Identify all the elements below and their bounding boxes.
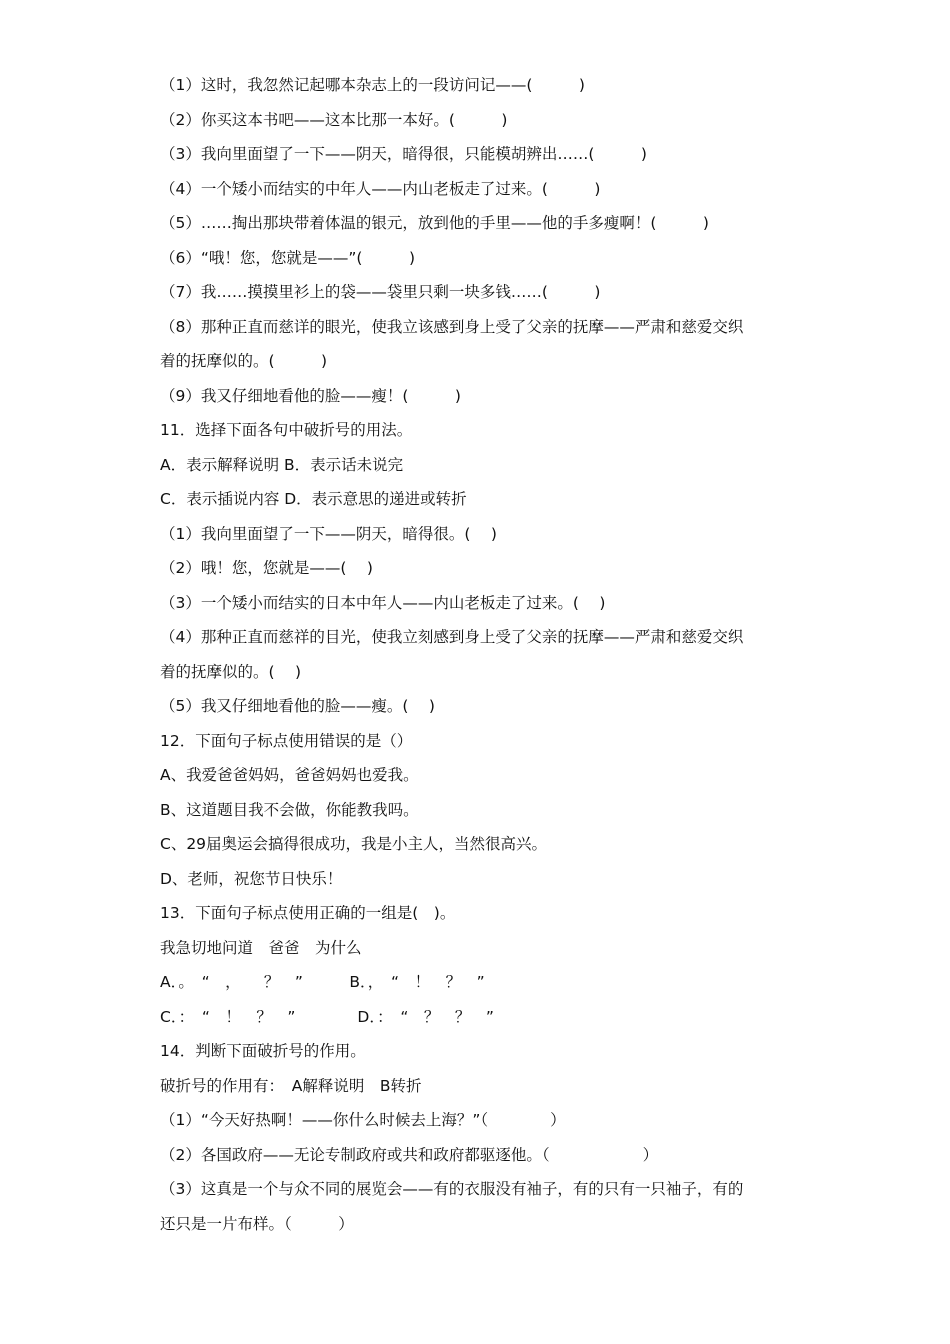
question-heading: 14．判断下面破折号的作用。: [160, 1042, 366, 1060]
text-line: （3）这真是一个与众不同的展览会——有的衣服没有袖子，有的只有一只袖子，有的: [160, 1180, 744, 1198]
text-line: （7）我……摸摸里衫上的袋——袋里只剩一块多钱……( ): [160, 283, 601, 301]
option-line: D、老师，祝您节日快乐！: [160, 869, 343, 888]
text-line: 我急切地问道 爸爸 为什么: [160, 938, 362, 957]
text-line: （4）一个矮小而结实的中年人——内山老板走了过来。( ): [160, 179, 601, 198]
text-line: 还只是一片布样。（ ）: [160, 1214, 354, 1233]
text-line: 着的抚摩似的。( ): [160, 662, 302, 681]
text-line: 着的抚摩似的。( ): [160, 352, 328, 370]
text-line: （8）那种正直而慈详的眼光，使我立该感到身上受了父亲的抚摩——严肃和慈爱交织: [160, 317, 744, 336]
worksheet-page: [160, 68, 800, 1241]
option-line: A．表示解释说明 B．表示话未说完: [160, 455, 404, 474]
text-line: （5）我又仔细地看他的脸——瘦。( ): [160, 697, 435, 715]
text-line: （1）这时，我忽然记起哪本杂志上的一段访问记——( ): [160, 76, 585, 94]
question-heading: 11．选择下面各句中破折号的用法。: [160, 421, 413, 439]
option-line: C．： “ ！ ？ ” D．： “ ？ ？ ”: [160, 1007, 494, 1026]
option-line: A、我爱爸爸妈妈，爸爸妈妈也爱我。: [160, 766, 419, 784]
text-line: （6）“哦！您，您就是——”( ): [160, 248, 416, 267]
question-heading: 13．下面句子标点使用正确的一组是( )。: [160, 904, 456, 922]
text-line: （9）我又仔细地看他的脸——瘦！( ): [160, 386, 461, 405]
text-line: （2）各国政府——无论专制政府或共和政府都驱逐他。（ ）: [160, 1145, 659, 1164]
text-line: （5）……掏出那块带着体温的银元，放到他的手里——他的手多瘦啊！( ): [160, 214, 709, 232]
option-line: B、这道题目我不会做，你能教我吗。: [160, 800, 419, 819]
option-line: A．。 “ ， ？ ” B．， “ ！ ？ ”: [160, 973, 485, 991]
text-line: （3）我向里面望了一下——阴天，暗得很，只能模胡辨出……( ): [160, 145, 647, 163]
text-line: （4）那种正直而慈祥的目光，使我立刻感到身上受了父亲的抚摩——严肃和慈爱交织: [160, 628, 744, 646]
text-line: （1）我向里面望了一下——阴天，暗得很。( ): [160, 524, 497, 543]
text-line: 破折号的作用有： A解释说明 B转折: [160, 1076, 422, 1095]
text-line: （3）一个矮小而结实的日本中年人——内山老板走了过来。( ): [160, 593, 606, 612]
text-line: （2）你买这本书吧——这本比那一本好。( ): [160, 110, 508, 129]
option-line: C、29届奥运会搞得很成功，我是小主人，当然很高兴。: [160, 835, 548, 853]
option-line: C．表示插说内容 D．表示意思的递进或转折: [160, 490, 467, 508]
text-line: （1）“今天好热啊！——你什么时候去上海？”（ ）: [160, 1111, 566, 1129]
question-heading: 12．下面句子标点使用错误的是（）: [160, 731, 413, 750]
text-line: （2）哦！您，您就是——( ): [160, 559, 373, 577]
